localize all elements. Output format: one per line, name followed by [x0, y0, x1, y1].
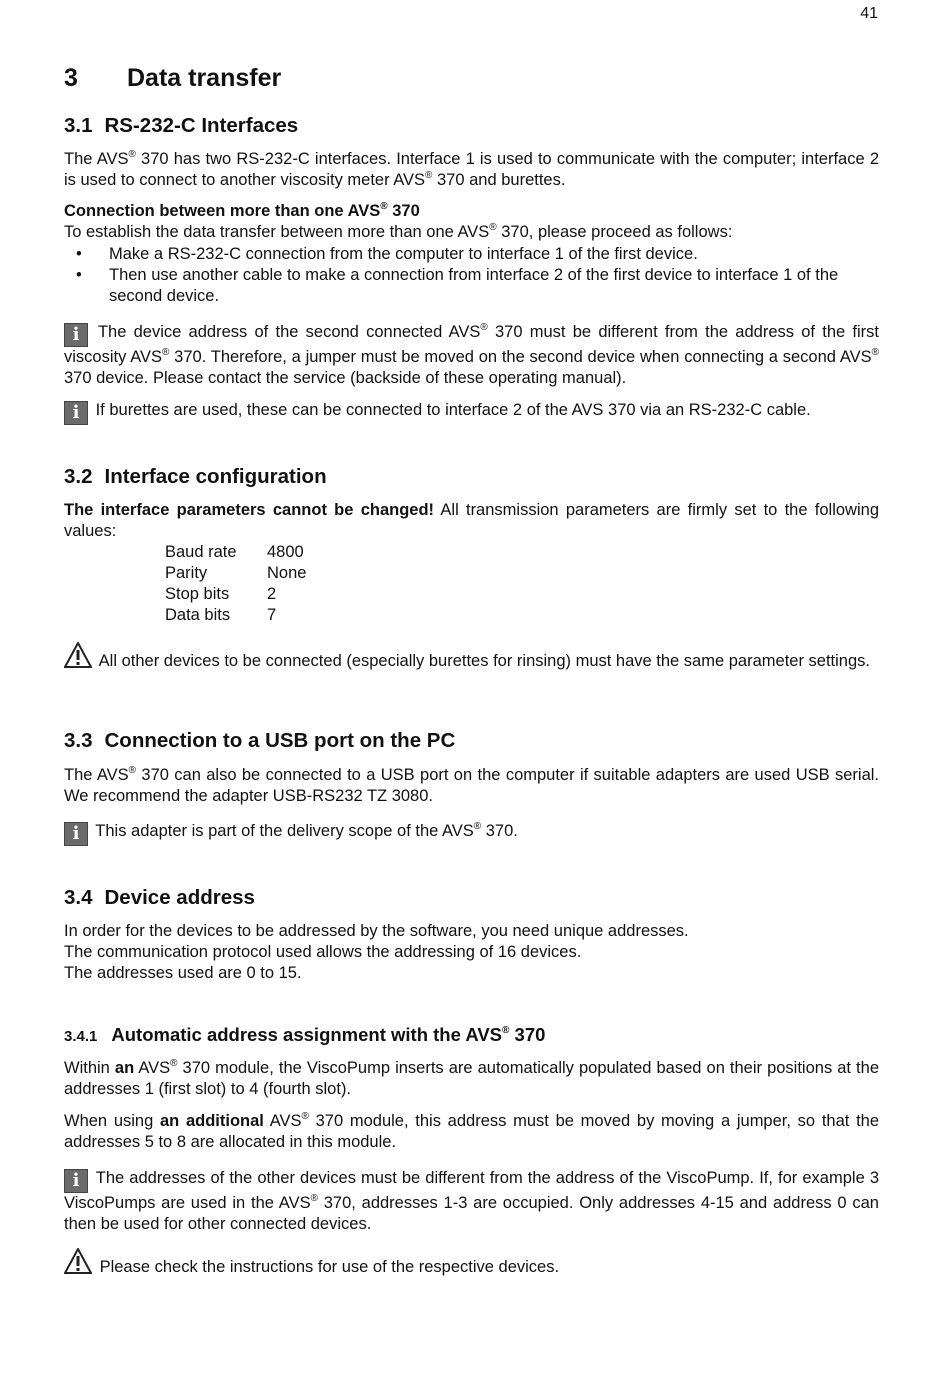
- info-note-viscopump-addresses: i The addresses of the other devices must be different from the address of the ViscoPump. If, for example 3 ViscoPumps are used in the AVS® 370, addresses 1-3 are occupied. Only addresses 4-15 and address 0 can then be used for other connected devices.: [64, 1169, 879, 1233]
- info-note-burettes: i If burettes are used, these can be connected to interface 2 of the AVS 370 via an RS-232-C cable.: [64, 400, 879, 425]
- chapter-title: Data transfer: [127, 64, 282, 92]
- warning-icon: [64, 642, 92, 668]
- subsection-title: Automatic address assignment with the AVS: [111, 1024, 503, 1045]
- connection-subheading: Connection between more than one AVS® 370: [64, 200, 420, 220]
- section-heading-3-2: [64, 465, 327, 489]
- section-title: Device address: [104, 886, 255, 909]
- page-number: 41: [860, 5, 878, 22]
- section-number: 3.4: [64, 886, 93, 909]
- section-heading-3-4: [64, 886, 255, 910]
- warning-note-parameters: All other devices to be connected (especially burettes for rinsing) must have the same parameter settings.: [64, 642, 879, 672]
- parameter-row: Data bits 7: [165, 606, 277, 624]
- paragraph-interfaces: The AVS® 370 has two RS-232-C interfaces. Interface 1 is used to communicate with the computer; interface 2 is used to connect to another viscosity meter AVS® 370 and burettes.: [64, 148, 879, 189]
- section-title: Interface configuration: [104, 465, 327, 488]
- info-icon: i: [64, 401, 88, 425]
- section-title: Connection to a USB port on the PC: [104, 729, 456, 752]
- section-number: 3.3: [64, 729, 93, 752]
- info-note-adapter: i This adapter is part of the delivery scope of the AVS® 370.: [64, 821, 879, 846]
- info-icon: i: [64, 822, 88, 846]
- section-title: RS-232-C Interfaces: [104, 114, 299, 137]
- paragraph-viscopump-slots: Within an AVS® 370 module, the ViscoPump inserts are automatically populated based on their positions at the addresses 1 (first slot) to 4 (fourth slot).: [64, 1057, 879, 1098]
- parameter-row: Parity None: [165, 564, 307, 582]
- subsection-heading-3-4-1: 3.4.1 Automatic address assignment with the AVS® 370: [64, 1024, 546, 1045]
- list-item: • Make a RS-232-C connection from the computer to interface 1 of the first device.: [64, 244, 854, 265]
- paragraph-usb: The AVS® 370 can also be connected to a USB port on the computer if suitable adapters are used USB serial. We recommend the adapter USB-RS232 TZ 3080.: [64, 764, 879, 805]
- subsection-number: 3.4.1: [64, 1028, 98, 1045]
- warning-icon: [64, 1248, 92, 1274]
- section-heading-3-3: [64, 729, 455, 753]
- info-note-device-address: i The device address of the second connected AVS® 370 must be different from the address of the first viscosity AVS® 370. Therefore, a jumper must be moved on the second device when connecting a second AVS® 370 device. Please contact the service (backside of these operating manual).: [64, 321, 880, 387]
- section-number: 3.1: [64, 114, 93, 137]
- paragraph-interface-params: The interface parameters cannot be changed! All transmission parameters are firmly set to the following values:: [64, 501, 879, 540]
- warning-note-instructions: Please check the instructions for use of the respective devices.: [64, 1248, 879, 1278]
- parameter-row: Baud rate 4800: [165, 543, 304, 561]
- list-item: • Then use another cable to make a connection from interface 2 of the first device to interface 1 of the second device.: [64, 265, 854, 307]
- chapter-heading: [64, 64, 281, 93]
- paragraph-connection: To establish the data transfer between more than one AVS® 370, please proceed as follows:: [64, 221, 733, 241]
- info-icon: i: [64, 323, 88, 347]
- connection-steps-list: [64, 244, 854, 307]
- paragraph-device-address: In order for the devices to be addressed by the software, you need unique addresses. The communication protocol used allows the addressing of 16 devices. The addresses used are 0 to 15.: [64, 922, 689, 982]
- parameter-row: Stop bits 2: [165, 585, 277, 603]
- parameter-table: [165, 542, 306, 626]
- section-number: 3.2: [64, 465, 93, 488]
- info-icon: i: [64, 1169, 88, 1193]
- section-heading-3-1: [64, 114, 298, 138]
- chapter-number: 3: [64, 64, 78, 92]
- paragraph-additional-module: When using an additional AVS® 370 module, this address must be moved by moving a jumper, so that the addresses 5 to 8 are allocated in this module.: [64, 1110, 880, 1151]
